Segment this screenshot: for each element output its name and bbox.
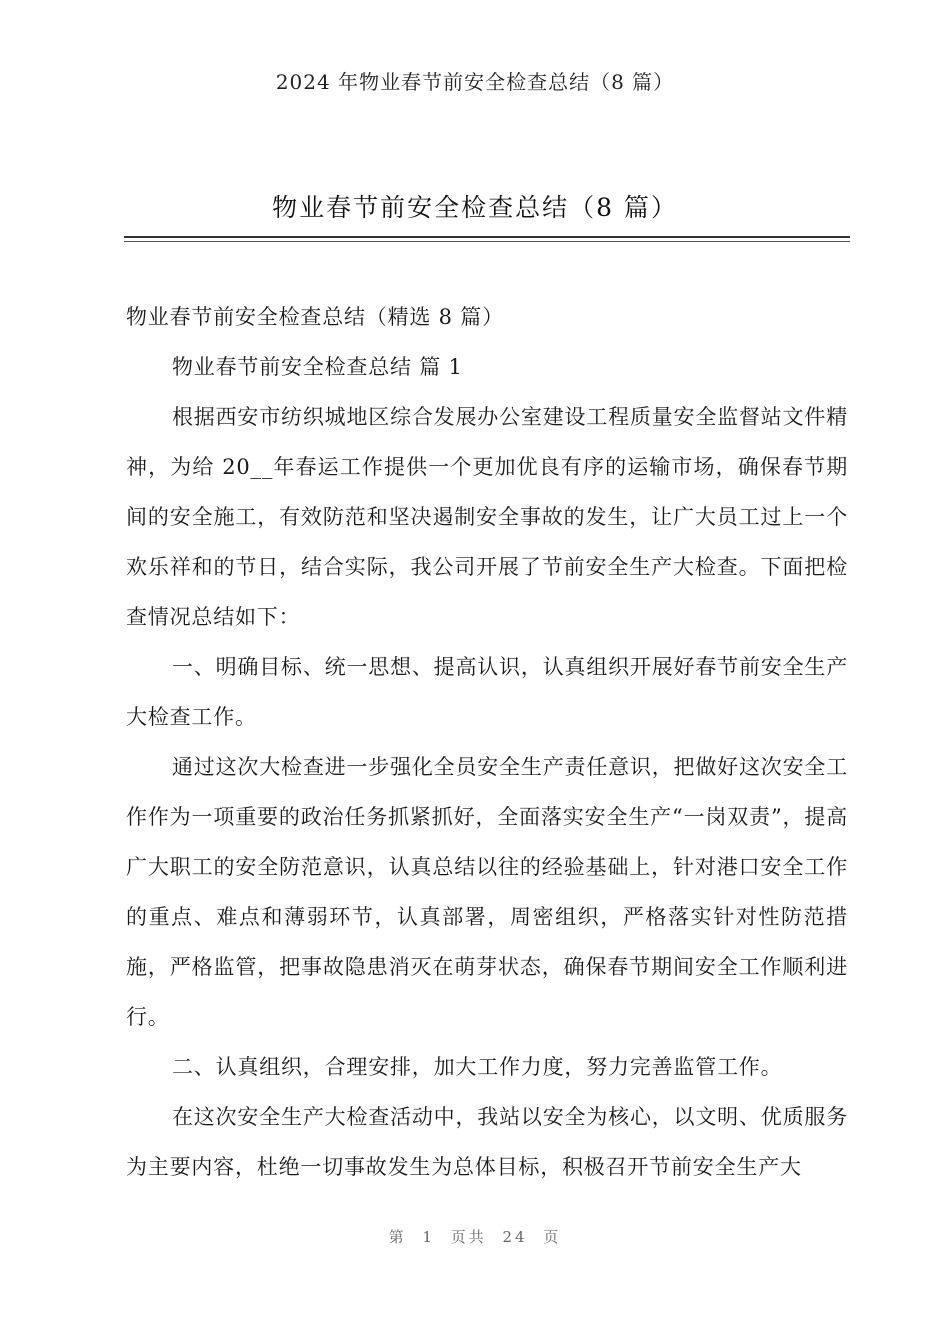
footer-current-page: 1 [422,1228,435,1246]
page-header: 2024 年物业春节前安全检查总结（8 篇） [275,70,675,94]
body-paragraph: 二、认真组织，合理安排，加大工作力度，努力完善监管工作。 [172,1055,783,1079]
body-paragraph: 根据西安市纺织城地区综合发展办公室建设工程质量安全监督站文件精神，为给 20__年春运工作提供一个更加优良有序的运输市场，确保春节期间的安全施工，有效防范和坚决遏制安全事故的发生，让广大员工过上一个欢乐祥和的节日，结合实际，我公司开展了节前安全生产大检查。下面把检查情况总结如下： [126,405,848,629]
document-title: 物业春节前安全检查总结（8 篇） [272,193,678,222]
footer-label-page: 第 [388,1228,407,1246]
footer-label-end: 页 [543,1228,562,1246]
body-paragraph: 一、明确目标、统一思想、提高认识，认真组织开展好春节前安全生产大检查工作。 [126,655,848,729]
footer-total-pages: 24 [502,1228,528,1246]
section-heading: 物业春节前安全检查总结 篇 1 [172,355,463,379]
title-underline-thin [124,241,850,242]
footer-label-total: 页共 [450,1228,487,1246]
document-body [126,292,848,1192]
body-paragraph: 通过这次大检查进一步强化全员安全生产责任意识，把做好这次安全工作作为一项重要的政治任务抓紧抓好，全面落实安全生产“一岗双责”，提高广大职工的安全防范意识，认真总结以往的经验基础上，针对港口安全工作的重点、难点和薄弱环节，认真部署，周密组织，严格落实针对性防范措施，严格监管，把事故隐患消灭在萌芽状态，确保春节期间安全工作顺利进行。 [126,755,848,1029]
subtitle-paragraph: 物业春节前安全检查总结（精选 8 篇） [126,305,504,329]
title-underline-thick [124,236,850,238]
page-footer [0,1226,950,1247]
body-paragraph: 在这次安全生产大检查活动中，我站以安全为核心，以文明、优质服务为主要内容，杜绝一切事故发生为总体目标，积极召开节前安全生产大 [126,1105,848,1179]
